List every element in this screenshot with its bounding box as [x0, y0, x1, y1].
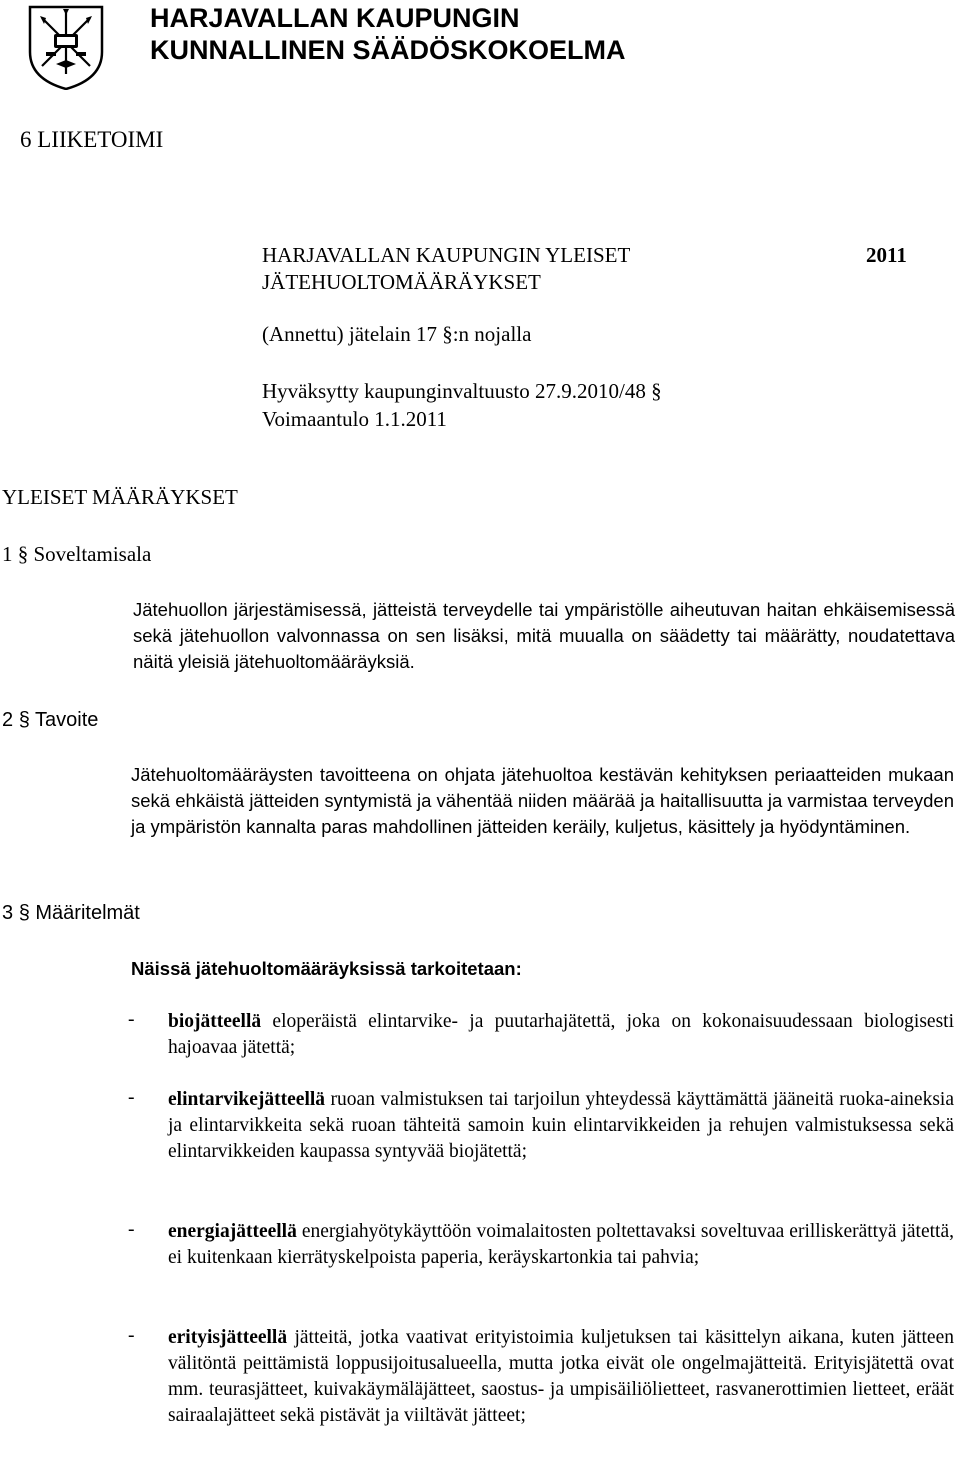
- general-heading: YLEISET MÄÄRÄYKSET: [2, 485, 238, 509]
- section-number: 3: [2, 902, 14, 924]
- section-number: 2: [2, 709, 14, 731]
- coat-of-arms-logo: [26, 4, 106, 90]
- definitions-intro: Näissä jätehuoltomääräyksissä tarkoitetaan:: [131, 958, 522, 979]
- header-title-line2: KUNNALLINEN SÄÄDÖSKOKOELMA: [150, 35, 626, 65]
- basis-suffix: :n nojalla: [452, 322, 532, 346]
- definition-text: jätteitä, jotka vaativat erityistoimia kuljetuksen tai käsittelyn aikana, kuten jätteen välitöntä peittämistä loppusijoitusalueella, mutta jotka eivät ole ongelmajätteitä. Erityisjätettä ovat mm. teurasjätteet, kuivakäymäläjätteet, saostus- ja umpisäiliölietteet, rasvanerottimien lietteet, eräät sairaalajätteet sekä pistävät ja viiltävät jätteet;: [168, 1327, 954, 1426]
- definition-term: energiajätteellä: [168, 1221, 297, 1242]
- section-title: Määritelmät: [35, 902, 140, 924]
- section-3-heading: [2, 902, 140, 925]
- section-sign-icon: §: [17, 542, 29, 566]
- section-sign-icon: §: [18, 902, 30, 924]
- definition-text: energiahyötykäyttöön voimalaitosten poltettavaksi soveltuvaa erilliskerättyä jätettä, ei kuitenkaan kierrätyskelpoista paperia, keräyskartonkia tai pahvia;: [168, 1221, 954, 1268]
- section-number: 1: [2, 542, 13, 566]
- section-title: Tavoite: [35, 709, 99, 731]
- definition-text: eloperäistä elintarvike- ja puutarhajätettä, joka on kokonaisuudessaan biologisesti hajoavaa jätettä;: [168, 1011, 954, 1058]
- definition-term: biojätteellä: [168, 1011, 262, 1032]
- definition-term: elintarvikejätteellä: [168, 1089, 326, 1110]
- section-sign-icon: §: [18, 709, 30, 731]
- definition-term: erityisjätteellä: [168, 1327, 288, 1348]
- definition-text: ruoan valmistuksen tai tarjoilun yhteydessä käyttämättä jääneitä ruoka-aineksia ja elintarvikkeita sekä ruoan tähteitä samoin kuin elintarvikkeiden ja rehujen valmistuksessa sekä elintarvikkeiden kaupassa syntyvää biojätettä;: [168, 1089, 954, 1162]
- basis-prefix: (Annettu) jätelain 17: [262, 322, 437, 346]
- regulation-approved: [262, 377, 662, 405]
- list-bullet: -: [128, 1325, 135, 1346]
- definition-item: [168, 1325, 954, 1429]
- section-sign-icon: §: [651, 379, 662, 403]
- regulation-title-line1: HARJAVALLAN KAUPUNGIN YLEISET: [262, 243, 631, 267]
- list-bullet: -: [128, 1219, 135, 1240]
- regulation-effective: Voimaantulo 1.1.2011: [262, 407, 447, 431]
- section-1-heading: [2, 542, 151, 567]
- header-title-line1: HARJAVALLAN KAUPUNGIN: [150, 3, 520, 33]
- regulation-year: 2011: [866, 243, 907, 267]
- list-bullet: -: [128, 1009, 135, 1030]
- section-title: Soveltamisala: [33, 542, 152, 566]
- approved-text: Hyväksytty kaupunginvaltuusto 27.9.2010/48: [262, 379, 646, 403]
- section-1-text: Jätehuollon järjestämisessä, jätteistä terveydelle tai ympäristölle aiheutuvan haitan ehkäisemisessä sekä jätehuollon valvonnassa on sen lisäksi, mitä muualla on säädetty tai määrätty, noudatettava näitä yleisiä jätehuoltomääräyksiä.: [133, 599, 955, 672]
- definition-item: [168, 1009, 954, 1061]
- section-2-heading: [2, 709, 98, 732]
- section-2-text: Jätehuoltomääräysten tavoitteena on ohjata jätehuoltoa kestävän kehityksen periaatteiden mukaan sekä ehkäistä jätteiden syntymistä ja vähentää niiden määrää ja haitallisuutta ja varmistaa terveyden ja ympäristön kannalta paras mahdollinen jätteiden keräily, kuljetus, käsittely ja hyödyntäminen.: [131, 764, 954, 837]
- list-bullet: -: [128, 1087, 135, 1108]
- regulation-basis: [262, 320, 531, 348]
- chapter-heading: 6 LIIKETOIMI: [20, 127, 164, 152]
- section-sign-icon: §: [442, 322, 453, 346]
- definition-item: [168, 1219, 954, 1271]
- definition-item: [168, 1087, 954, 1165]
- regulation-title-line2: JÄTEHUOLTOMÄÄRÄYKSET: [262, 270, 541, 294]
